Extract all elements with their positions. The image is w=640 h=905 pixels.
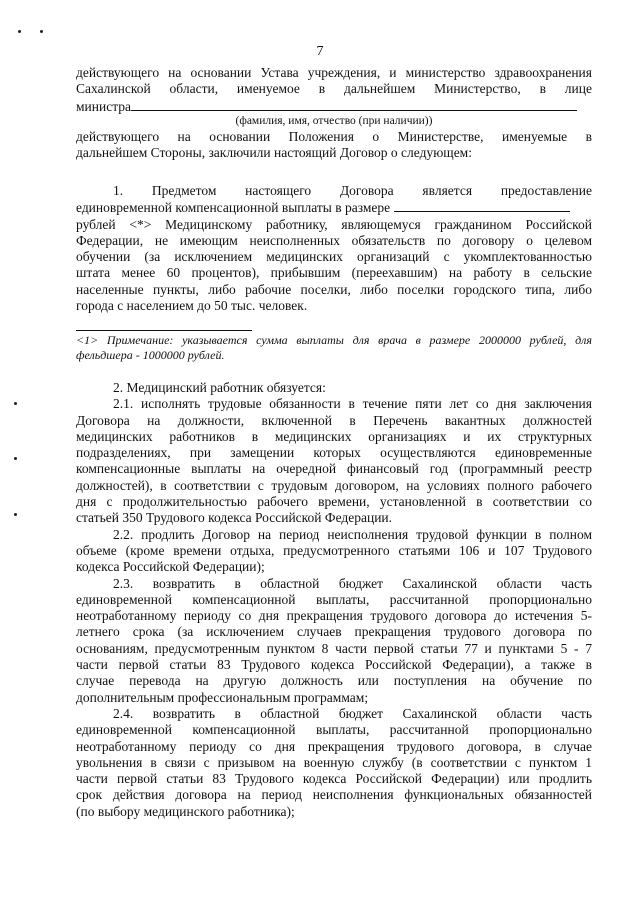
section-1-line: рублей <*> Медицинскому работнику, являющемуся гражданином Российской: [76, 216, 592, 232]
minister-name-blank: [131, 98, 577, 111]
clause-line: дополнительным профессиональным программам;: [76, 689, 369, 705]
clause-line: 2.3. возвратить в областной бюджет Сахалинской области часть: [113, 575, 592, 591]
clause-line: единовременной компенсационной выплаты, рассчитанной пропорционально: [76, 591, 592, 607]
scan-dot: [14, 457, 17, 460]
section-1-line: штата менее 60 процентов), прибывшим (переехавшим) на работу в сельские: [76, 265, 592, 281]
section-1-line: 1. Предметом настоящего Договора является предоставление: [113, 183, 592, 198]
scan-dot: [40, 30, 43, 33]
clause-line: неотработанному периоду со дня прекращения трудового договора, в случае: [76, 738, 592, 754]
intro-minister-line: [76, 98, 592, 115]
name-caption: (фамилия, имя, отчество (при наличии)): [235, 114, 433, 127]
section-1-amount-label: единовременной компенсационной выплаты в размере: [76, 200, 391, 216]
section-2: [76, 380, 592, 820]
clause-line: увольнения в связи с призывом на военную службу (в соответствии с пунктом 1: [76, 754, 592, 770]
clause-line: статьей 350 Трудового кодекса Российской Федерации.: [76, 510, 393, 526]
clause-line: 2.1. исполнять трудовые обязанности в течение пяти лет со дня заключения: [113, 396, 592, 412]
clause-line: летнего срока (за исключением случаев прекращения трудового договора по: [76, 624, 592, 640]
intro-line: дальнейшем Стороны, заключили настоящий Договор о следующем:: [76, 145, 472, 161]
clause-line: компенсационные выплаты на очередной финансовый год (программный реестр: [76, 461, 592, 477]
intro-block: [76, 65, 592, 161]
clause-line: части первой статьи 83 Трудового кодекса Российской Федерации), а также в: [76, 657, 592, 673]
clause-line: Договора на должности, включенной в Перечень вакантных должностей: [76, 412, 592, 428]
intro-minister-label: министра: [76, 98, 132, 114]
section-1-line: Федерации, не имеющим неисполненных обязательств по договору о целевом: [76, 232, 592, 248]
intro-line: Сахалинской области, именуемое в дальнейшем Министерство, в лице: [76, 81, 592, 97]
clause-line: медицинских работников в медицинских организациях и их структурных: [76, 428, 592, 444]
scan-dot: [18, 30, 21, 33]
clause-line: основаниям, предусмотренным пунктом 8 части первой статьи 77 и пунктами 5 - 7: [76, 640, 592, 656]
clause-2-4: [76, 706, 592, 820]
clause-line: единовременной компенсационной выплаты, рассчитанной пропорционально: [76, 722, 592, 738]
scan-dot: [14, 513, 17, 516]
section-1-amount-line: [76, 199, 592, 216]
section-1-line: населенные пункты, либо рабочие поселки, либо поселки городского типа, либо: [76, 281, 592, 297]
footnote: [76, 333, 592, 363]
clause-line: 2.2. продлить Договор на период неисполнения трудовой функции в полном: [113, 526, 592, 542]
clause-line: срок действия договора на период неисполнения функциональных обязанностей: [76, 787, 592, 803]
clause-line: объеме (кроме времени отдыха, предусмотренного статьями 106 и 107 Трудового: [76, 542, 592, 558]
clause-line: должностей), в соответствии с трудовым договором, на условиях полного рабочего: [76, 477, 592, 493]
clause-line: неотработанному периоду со дня прекращения трудового договора до истечения 5-: [76, 608, 592, 624]
clause-line: случае перевода на другую должность или поступления на обучение по: [76, 673, 592, 689]
clause-line: подразделениях, при замещении которых осуществляются единовременные: [76, 445, 592, 461]
intro-line: действующего на основании Положения о Министерстве, именуемые в: [76, 128, 592, 144]
clause-2-3: [76, 576, 592, 706]
section-1-line: обучении (за исключением медицинских организаций с укомплектованностью: [76, 249, 592, 265]
footnote-line: фельдшера - 1000000 рублей.: [76, 348, 225, 362]
amount-blank: [394, 199, 570, 212]
section-1-line: города с населением до 50 тыс. человек.: [76, 298, 308, 314]
section-1: [76, 183, 592, 314]
scan-dot: [14, 402, 17, 405]
page-number: 7: [316, 44, 324, 59]
clause-2-1: [76, 396, 592, 526]
footnote-line: <1> Примечание: указывается сумма выплаты для врача в размере 2000000 рублей, для: [76, 333, 592, 347]
section-2-heading: 2. Медицинский работник обязуется:: [113, 380, 326, 395]
footnote-separator: [76, 330, 252, 331]
clause-line: дня с продолжительностью рабочего времени, установленной в соответствии со: [76, 494, 592, 510]
clause-line: части первой статьи 83 Трудового кодекса Российской Федерации) или продлить: [76, 771, 592, 787]
clause-2-2: [76, 527, 592, 576]
intro-line: действующего на основании Устава учреждения, и министерство здравоохранения: [76, 65, 592, 80]
clause-line: кодекса Российской Федерации);: [76, 559, 265, 575]
clause-line: 2.4. возвратить в областной бюджет Сахалинской области часть: [113, 705, 592, 721]
clause-line: (по выбору медицинского работника);: [76, 803, 295, 819]
